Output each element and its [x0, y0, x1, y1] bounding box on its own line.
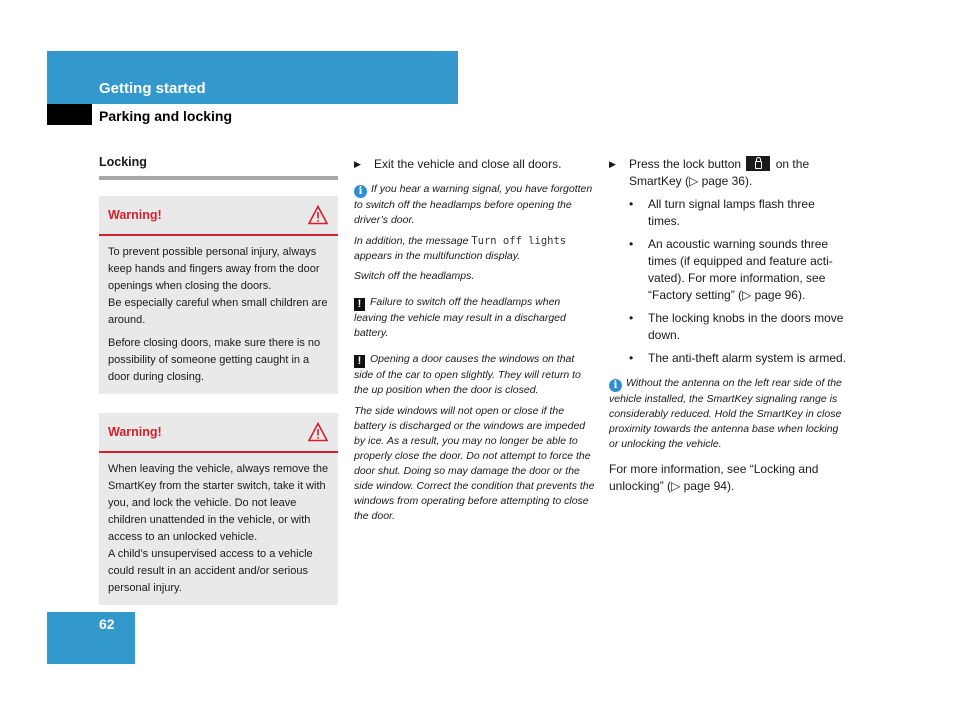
exclamation-icon: !: [354, 298, 365, 311]
exclamation-icon: !: [354, 355, 365, 368]
warning-header: [99, 196, 338, 236]
list-item-text: The anti-theft alarm system is armed.: [648, 351, 847, 365]
info-text: If you hear a warning signal, you have forgotten to switch off the headlamps before opening the driver’s door.: [354, 183, 593, 226]
step-arrow-icon: ▶: [354, 159, 361, 169]
warning-title: Warning!: [108, 208, 162, 222]
list-item: [629, 350, 849, 367]
lock-button-icon: [746, 156, 770, 171]
caution-text: Failure to switch off the headlamps when leaving the vehicle may result in a discharged battery.: [354, 296, 566, 339]
column-middle: [354, 156, 596, 524]
info-text: In addition, the message: [354, 235, 472, 247]
caution-text: Opening a door causes the windows on that side of the car to open slightly. They will return to the up position when the door is closed.: [354, 353, 581, 396]
column-left: [99, 155, 338, 605]
info-note: [609, 376, 849, 452]
subsection-title: Parking and locking: [99, 108, 233, 124]
step-text-pre: Press the lock button: [629, 157, 742, 171]
list-item-text: The locking knobs in the doors move down.: [648, 311, 844, 342]
warning-text: To prevent possible personal injury, always keep hands and fingers away from the door openings when closing the doors.: [108, 246, 320, 292]
page-number-box: [47, 612, 135, 664]
warning-text: A child’s unsupervised access to a vehicle could result in an accident and/or serious personal injury.: [108, 548, 313, 594]
info-icon: i: [354, 185, 367, 198]
info-note: [354, 234, 596, 264]
instruction-step: [609, 156, 849, 190]
warning-box-children: [99, 413, 338, 605]
step-text-post: on the SmartKey (▷ page 36).: [629, 157, 810, 188]
step-arrow-icon: ▶: [609, 159, 616, 169]
warning-text: Before closing doors, make sure there is no possibility of someone getting caught in a door during closing.: [108, 337, 321, 383]
bullet-icon: •: [629, 237, 634, 251]
bullet-icon: •: [629, 351, 634, 365]
instruction-step: [354, 156, 596, 173]
warning-text: When leaving the vehicle, always remove the SmartKey from the starter switch, take it with you, and lock the vehicle. Do not leave children unattended in the vehicle, or with access to an unlocked vehicle.: [108, 463, 329, 543]
caution-note: The side windows will not open or close if the battery is discharged or the windows are impeded by ice. As a result, you may no longer be able to properly close the door. Do not attempt to force the door shut. Doing so may damage the door or the side window. Correct the condition that prevents the windows from operating before attempting to close the door.: [354, 405, 595, 522]
list-item-text: All turn signal lamps flash three times.: [648, 197, 815, 228]
display-message: Turn off lights: [471, 235, 567, 247]
section-tab-marker: [47, 104, 92, 125]
step-text: Exit the vehicle and close all doors.: [374, 157, 562, 171]
warning-triangle-icon: [308, 205, 328, 225]
list-item: [629, 196, 849, 230]
list-item: [629, 310, 849, 344]
column-right: [609, 156, 849, 495]
list-item: [629, 236, 849, 304]
caution-note: [354, 352, 596, 398]
warning-title: Warning!: [108, 425, 162, 439]
info-text: Without the antenna on the left rear side of the vehicle installed, the SmartKey signaling range is considerably reduced. Hold the SmartKey in close proximity towards the antenna base when locking or unlocking the vehicle.: [609, 377, 842, 450]
cross-reference: For more information, see “Locking and unlocking” (▷ page 94).: [609, 462, 819, 493]
warning-header: [99, 413, 338, 453]
list-item-text: An acoustic warning sounds three times (if equipped and feature activated). For more information, see “Factory setting” (▷ page 96).: [648, 237, 833, 302]
bullet-icon: •: [629, 311, 634, 325]
info-note: Switch off the headlamps.: [354, 270, 475, 282]
page-number: 62: [99, 616, 115, 632]
warning-box-doors: [99, 196, 338, 394]
warning-text: Be especially careful when small children are around.: [108, 297, 328, 326]
info-icon: i: [609, 379, 622, 392]
locking-heading: Locking: [99, 155, 338, 180]
warning-body: [99, 453, 338, 605]
info-text: appears in the multifunction display.: [354, 250, 521, 262]
warning-triangle-icon: [308, 422, 328, 442]
info-note: [354, 182, 596, 228]
step-text: [629, 156, 849, 190]
section-title: Getting started: [99, 80, 206, 97]
bullet-icon: •: [629, 197, 634, 211]
caution-note: [354, 295, 596, 341]
warning-body: [99, 236, 338, 394]
